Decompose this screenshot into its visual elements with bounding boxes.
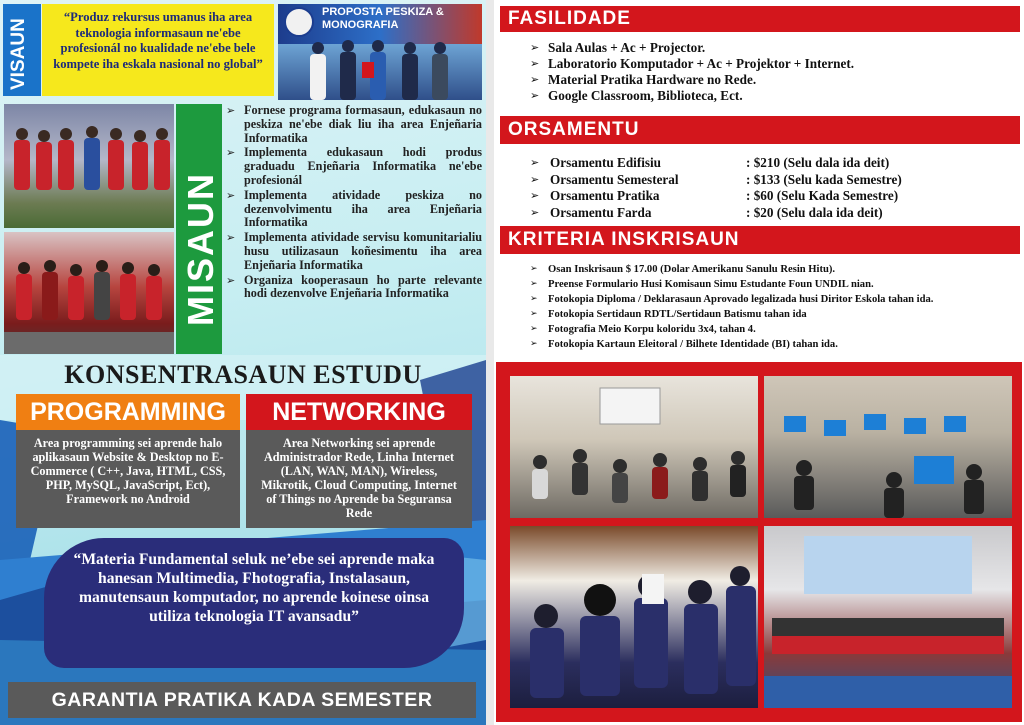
- arrow-bullet-icon: ➢: [530, 172, 540, 186]
- programming-card: [16, 394, 240, 528]
- seminar-illustration: [764, 526, 1012, 708]
- misaun-item-text: Fornese programa formasaun, edukasaun no peskiza ne'ebe diak liu iha area Enjeñaria Informatika: [244, 103, 482, 145]
- misaun-item: [224, 274, 482, 302]
- fasilidade-item: [528, 40, 1008, 56]
- arrow-bullet-icon: ➢: [530, 73, 540, 86]
- left-panel: [0, 0, 486, 725]
- orsamentu-row: [528, 155, 1008, 172]
- misaun-item-text: Organiza kooperasaun ho parte relevante hodi dezenvolve Enjeñaria Informatika: [244, 272, 482, 301]
- fundamental-quote-box: [44, 538, 464, 668]
- kriteria-item-text: Preense Formulario Husi Komisaun Simu Estudante Foun UNDIL nian.: [548, 279, 874, 290]
- outdoor-students-illustration: [4, 232, 174, 354]
- classroom-photo: [510, 376, 758, 518]
- arrow-bullet-icon: ➢: [530, 189, 540, 202]
- fasilidade-item: [528, 56, 1008, 72]
- kriteria-list: [528, 262, 1016, 352]
- orsamentu-label: Orsamentu Semesteral: [550, 171, 679, 187]
- arrow-bullet-icon: ➢: [530, 324, 538, 334]
- arrow-bullet-icon: ➢: [530, 57, 540, 70]
- orsamentu-row: [528, 205, 1008, 222]
- arrow-bullet-icon: ➢: [530, 156, 540, 169]
- banner-title-2: MONOGRAFIA: [322, 19, 399, 31]
- kriteria-item: [528, 292, 1016, 307]
- right-panel: [494, 0, 1024, 725]
- kriteria-item: [528, 262, 1016, 277]
- mission-photo-group-outdoor: [4, 232, 174, 354]
- students-mask-illustration: [510, 526, 758, 708]
- kriteria-item-text: Osan Inskrisaun $ 17.00 (Dolar Amerikanu Sanulu Resin Hitu).: [548, 264, 836, 275]
- programming-title: PROGRAMMING: [16, 394, 240, 430]
- arrow-bullet-icon: ➢: [226, 231, 236, 245]
- seminar-group-photo: [764, 526, 1012, 708]
- visaun-label: VISAUN: [8, 18, 29, 90]
- arrow-bullet-icon: ➢: [530, 41, 540, 54]
- networking-description: Area Networking sei aprende Administrador Rede, Linha Internet (LAN, WAN, MAN), Wireless, Mikrotik, Cloud Computing, Internet of Things no Aprende ba Seguransa Rede: [261, 436, 457, 520]
- orsamentu-value: : $210 (Selu dala ida deit): [746, 155, 890, 170]
- classroom-illustration: [510, 376, 758, 518]
- kriteria-item: [528, 322, 1016, 337]
- networking-card: [246, 394, 472, 528]
- orsamentu-row: [528, 172, 1008, 189]
- group-people-illustration: [278, 34, 482, 100]
- orsamentu-table: [528, 155, 1008, 221]
- orsamentu-value: : $60 (Selu Kada Semestre): [746, 188, 899, 203]
- misaun-item-text: Implementa atividade servisu komunitarialiu husu utilizasaun koñesimentu iha area Enjeñaria Informatika: [244, 230, 482, 272]
- misaun-item: [224, 231, 482, 272]
- fasilidade-list: [528, 40, 1008, 104]
- kriteria-header: KRITERIA INSKRISAUN: [500, 226, 1020, 254]
- misaun-item: [224, 189, 482, 230]
- kriteria-item: [528, 337, 1016, 352]
- visaun-quote: “Produz rekursus umanus iha area teknologia informasaun ne'ebe profesionál no kualidade ne'ebe bele kompete iha eskala nasional no global”: [53, 10, 263, 72]
- computer-lab-photo: [764, 376, 1012, 518]
- networking-title: NETWORKING: [246, 394, 472, 430]
- kriteria-item-text: Fotokopia Sertidaun RDTL/Sertidaun Batismu tahan ida: [548, 309, 807, 320]
- photo-grid: [496, 362, 1022, 722]
- arrow-bullet-icon: ➢: [226, 188, 236, 202]
- visaun-quote-box: [42, 4, 274, 96]
- kriteria-item-text: Fotokopia Kartaun Eleitoral / Bilhete Identidade (BI) tahan ida.: [548, 339, 838, 350]
- fundamental-quote: “Materia Fundamental seluk ne’ebe sei aprende maka hanesan Multimedia, Fhotografia, Instalasaun, manutensaun komputador, no aprende koinese oinsa utiliza teknologia IT avansadu”: [73, 551, 435, 625]
- fasilidade-item-text: Google Classroom, Biblioteca, Ect.: [548, 88, 743, 103]
- konsentrasaun-title: KONSENTRASAUN ESTUDU: [64, 360, 422, 389]
- kriteria-item-text: Fotokopia Diploma / Deklarasaun Aprovado legalizada husi Diritor Eskola tahan ida.: [548, 294, 934, 305]
- computer-lab-illustration: [764, 376, 1012, 518]
- fasilidade-header: FASILIDADE: [500, 6, 1020, 32]
- fasilidade-item: [528, 88, 1008, 104]
- misaun-item-text: Implementa edukasaun hodi produs graduadu Enjeñaria Informatika ne'ebe profesionál: [244, 145, 482, 187]
- mission-photo-group-red: [4, 104, 174, 228]
- arrow-bullet-icon: ➢: [530, 205, 540, 219]
- garantia-banner: GARANTIA PRATIKA KADA SEMESTER: [8, 682, 476, 718]
- programming-description: Area programming sei aprende halo aplikasaun Website & Desktop no E-Commerce ( C++, Java, HTML, CSS, PHP, MySQL, JavaScript, Ect), Framework no Android: [30, 436, 226, 506]
- arrow-bullet-icon: ➢: [226, 273, 236, 287]
- orsamentu-header: ORSAMENTU: [500, 116, 1020, 144]
- misaun-list: [224, 104, 482, 302]
- arrow-bullet-icon: ➢: [226, 104, 236, 117]
- students-mask-photo: [510, 526, 758, 708]
- arrow-bullet-icon: ➢: [226, 146, 236, 160]
- visaun-label-bar: [3, 4, 41, 96]
- arrow-bullet-icon: ➢: [530, 264, 538, 274]
- orsamentu-label: Orsamentu Farda: [550, 204, 652, 220]
- kriteria-item: [528, 307, 1016, 322]
- misaun-item-text: Implementa atividade peskiza no dezenvolvimentu iha area Enjeñaria Informatika: [244, 187, 482, 230]
- arrow-bullet-icon: ➢: [530, 309, 538, 319]
- fasilidade-item-text: Material Pratika Hardware no Rede.: [548, 72, 757, 87]
- fasilidade-item: [528, 72, 1008, 88]
- orsamentu-label: Orsamentu Edifisiu: [550, 155, 662, 170]
- misaun-label-bar: [176, 104, 222, 354]
- kriteria-item-text: Fotografia Meio Korpu koloridu 3x4, tahan 4.: [548, 324, 756, 335]
- kriteria-item: [528, 277, 1016, 292]
- fasilidade-item-text: Laboratorio Komputador + Ac + Projektor + Internet.: [548, 56, 855, 71]
- fasilidade-item-text: Sala Aulas + Ac + Projector.: [548, 40, 706, 55]
- orsamentu-value: : $133 (Selu kada Semestre): [746, 171, 902, 187]
- misaun-item: [224, 104, 482, 145]
- arrow-bullet-icon: ➢: [530, 89, 540, 102]
- visaun-photo: [278, 4, 482, 100]
- orsamentu-label: Orsamentu Pratika: [550, 188, 660, 203]
- misaun-label: MISAUN: [180, 172, 221, 326]
- misaun-item: [224, 146, 482, 187]
- arrow-bullet-icon: ➢: [530, 294, 538, 304]
- university-logo: [284, 7, 314, 37]
- students-illustration: [4, 104, 174, 228]
- arrow-bullet-icon: ➢: [530, 339, 538, 349]
- orsamentu-value: : $20 (Selu dala ida deit): [746, 204, 883, 220]
- orsamentu-row: [528, 188, 1008, 205]
- banner-title-1: PROPOSTA PESKIZA &: [322, 6, 444, 18]
- arrow-bullet-icon: ➢: [530, 279, 538, 289]
